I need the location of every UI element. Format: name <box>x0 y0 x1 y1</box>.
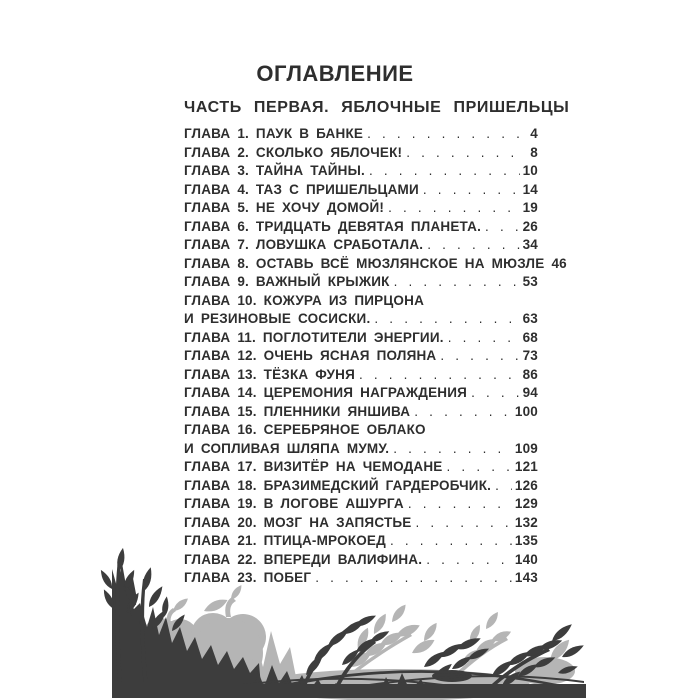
toc-entry-label: ГЛАВА 7. ЛОВУШКА СРАБОТАЛА. <box>184 237 424 252</box>
toc-page-number: 100 <box>514 403 538 419</box>
toc-row <box>184 144 538 163</box>
toc-entry-label: ГЛАВА 22. ВПЕРЕДИ ВАЛИФИНА. <box>184 551 423 567</box>
toc-leader-dots <box>416 514 512 533</box>
toc-leader-dots <box>423 181 520 200</box>
toc-entry-label: ГЛАВА 8. ОСТАВЬ ВСЁ МЮЗЛЯНСКОЕ НА МЮЗЛЕ <box>184 255 545 271</box>
toc-page-number: 140 <box>514 551 538 567</box>
toc-page-number: 19 <box>522 200 538 215</box>
toc-leader-dots <box>495 477 512 496</box>
toc-entry-label: ГЛАВА 1. ПАУК В БАНКЕ <box>184 126 364 141</box>
toc-entry-label: ГЛАВА 19. В ЛОГОВЕ АШУРГА <box>184 496 404 511</box>
toc-row <box>184 421 538 440</box>
toc-list <box>184 125 567 588</box>
toc-page-number: 132 <box>514 514 538 530</box>
toc-entry-label: ГЛАВА 4. ТАЗ С ПРИШЕЛЬЦАМИ <box>184 181 419 197</box>
toc-entry-label: И СОПЛИВАЯ ШЛЯПА МУМУ. <box>184 440 390 456</box>
toc-leader-dots <box>440 347 519 366</box>
toc-row <box>184 125 538 144</box>
toc-row <box>184 440 538 459</box>
toc-leader-dots <box>447 458 512 477</box>
toc-entry-label: ГЛАВА 20. МОЗГ НА ЗАПЯСТЬЕ <box>184 514 412 530</box>
toc-row <box>184 218 538 237</box>
toc-leader-dots <box>393 440 512 459</box>
base-band <box>112 684 586 698</box>
toc-leader-dots <box>394 273 520 292</box>
toc-entry-label: ГЛАВА 13. ТЁЗКА ФУНЯ <box>184 366 355 382</box>
toc-page-number: 121 <box>514 459 538 474</box>
toc-page-number: 34 <box>522 237 538 252</box>
toc-row <box>184 292 538 311</box>
toc-entry-label: ГЛАВА 10. КОЖУРА ИЗ ПИРЦОНА <box>184 292 425 308</box>
toc-row <box>184 162 538 181</box>
toc-row <box>184 458 538 477</box>
toc-row <box>184 495 538 514</box>
toc-leader-dots <box>471 384 520 403</box>
toc-entry-label: ГЛАВА 23. ПОБЕГ <box>184 570 312 585</box>
toc-row <box>184 255 567 274</box>
toc-row <box>184 310 538 329</box>
toc-page-number: 86 <box>522 366 538 382</box>
page-title: ОГЛАВЛЕНИЕ <box>256 61 414 86</box>
toc-leader-dots <box>485 218 520 237</box>
toc-page-number: 26 <box>522 218 538 234</box>
toc-row <box>184 329 538 348</box>
toc-row <box>184 477 538 496</box>
toc-entry-label: ГЛАВА 12. ОЧЕНЬ ЯСНАЯ ПОЛЯНА <box>184 348 437 363</box>
toc-row <box>184 366 538 385</box>
toc-page-number: 63 <box>522 311 538 326</box>
toc-leader-dots <box>414 403 512 422</box>
toc-row <box>184 403 538 422</box>
toc-entry-label: ГЛАВА 18. БРАЗИМЕДСКИЙ ГАРДЕРОБЧИК. <box>184 477 492 493</box>
toc-page-number: 126 <box>514 477 538 493</box>
toc-row <box>184 236 538 255</box>
toc-row <box>184 384 538 403</box>
toc-page-number: 73 <box>522 348 538 363</box>
toc-page-number: 14 <box>522 181 538 197</box>
toc-page-number: 135 <box>514 533 538 548</box>
part-heading: ЧАСТЬ ПЕРВАЯ. ЯБЛОЧНЫЕ ПРИШЕЛЬЦЫ <box>184 99 570 116</box>
toc-leader-dots <box>427 236 519 255</box>
toc-entry-label: ГЛАВА 2. СКОЛЬКО ЯБЛОЧЕК! <box>184 144 403 160</box>
toc-entry-label: ГЛАВА 6. ТРИДЦАТЬ ДЕВЯТАЯ ПЛАНЕТА. <box>184 218 482 234</box>
toc-entry-label: И РЕЗИНОВЫЕ СОСИСКИ. <box>184 311 371 326</box>
toc-entry-label: ГЛАВА 11. ПОГЛОТИТЕЛИ ЭНЕРГИИ. <box>184 329 444 345</box>
toc-row <box>184 181 538 200</box>
toc-page-number: 129 <box>514 496 538 511</box>
toc-page-number: 68 <box>522 329 538 345</box>
toc-entry-label: ГЛАВА 5. НЕ ХОЧУ ДОМОЙ! <box>184 200 385 215</box>
toc-page-number: 10 <box>522 163 538 178</box>
toc-entry-label: ГЛАВА 14. ЦЕРЕМОНИЯ НАГРАЖДЕНИЯ <box>184 385 468 400</box>
toc-leader-dots <box>359 366 520 385</box>
toc-page-number: 94 <box>522 385 538 400</box>
toc-row <box>184 514 538 533</box>
toc-content <box>184 61 570 588</box>
toc-entry-label: ГЛАВА 9. ВАЖНЫЙ КРЫЖИК <box>184 274 390 289</box>
toc-page-number: 109 <box>514 440 538 456</box>
toc-entry-label: ГЛАВА 16. СЕРЕБРЯНОЕ ОБЛАКО <box>184 422 426 437</box>
toc-entry-label: ГЛАВА 21. ПТИЦА-МРОКОЕД <box>184 533 386 548</box>
toc-leader-dots <box>388 199 519 218</box>
toc-leader-dots <box>448 329 520 348</box>
toc-page-number: 53 <box>522 274 538 289</box>
toc-row <box>184 273 538 292</box>
toc-leader-dots <box>369 162 520 181</box>
toc-row <box>184 347 538 366</box>
toc-leader-dots <box>408 495 512 514</box>
toc-leader-dots <box>406 144 525 163</box>
toc-page-number: 8 <box>530 144 538 160</box>
toc-row <box>184 199 538 218</box>
toc-leader-dots <box>367 125 525 144</box>
toc-page-number: 4 <box>530 126 538 141</box>
toc-page-number: 143 <box>514 570 538 585</box>
bottom-foliage-illustration <box>0 545 700 700</box>
toc-entry-label: ГЛАВА 15. ПЛЕННИКИ ЯНШИВА <box>184 403 411 419</box>
toc-entry-label: ГЛАВА 17. ВИЗИТЁР НА ЧЕМОДАНЕ <box>184 459 443 474</box>
toc-entry-label: ГЛАВА 3. ТАЙНА ТАЙНЫ. <box>184 163 365 178</box>
toc-page-number: 46 <box>551 255 567 271</box>
toc-leader-dots <box>374 310 519 329</box>
